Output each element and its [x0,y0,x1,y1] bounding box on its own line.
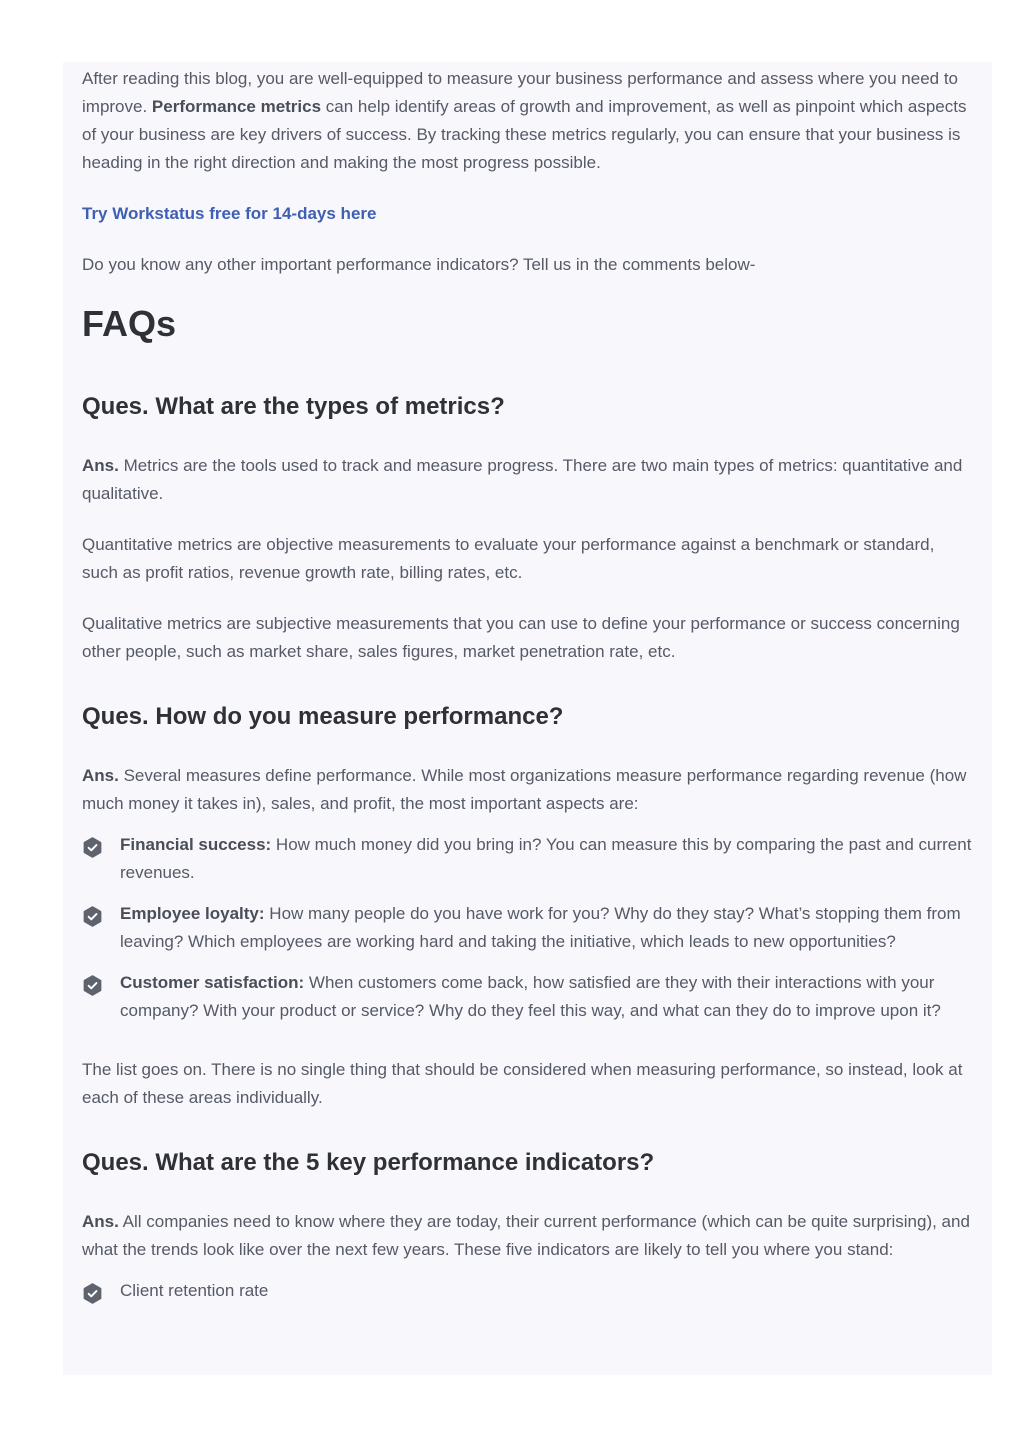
quantitative-metrics-paragraph: Quantitative metrics are objective measurements to evaluate your performance against a benchmark or standard, such as profit ratios, revenue growth rate, billing rates, etc. [82,535,935,582]
answer-key-performance-indicators [82,1208,973,1264]
item-label: Employee loyalty: [120,904,265,923]
question-key-performance-indicators: Ques. What are the 5 key performance indicators? [82,1149,655,1176]
answer-text: Several measures define performance. While most organizations measure performance regarding revenue (how much money it takes in), sales, and profit, the most important aspects are: [82,766,967,813]
check-circle-icon [82,837,103,858]
answer-types-of-metrics [82,452,973,508]
performance-metrics-emphasis: Performance metrics [151,97,322,116]
check-circle-icon [82,1283,103,1304]
intro-text-continued: can help identify areas of growth and improvement, as well as pinpoint which aspects of your business are key drivers of success. By tracking these metrics regularly, you can ensure that your business is heading in the right direction and making the most progress possible. [82,97,967,172]
item-label: Financial success: [120,835,272,854]
cta-paragraph [82,200,973,228]
ans-label: Ans. [82,1212,119,1231]
answer-text: Metrics are the tools used to track and measure progress. There are two main types of metrics: quantitative and qualitative. [82,456,963,503]
article-content [63,62,992,1375]
ans-label: Ans. [82,766,119,785]
try-workstatus-link[interactable]: Try Workstatus free for 14-days here [82,204,377,223]
comments-prompt: Do you know any other important performance indicators? Tell us in the comments below- [82,255,756,274]
answer-measure-performance [82,762,973,818]
qualitative-metrics-paragraph: Qualitative metrics are subjective measurements that you can use to define your performance or success concerning other people, such as market share, sales figures, market penetration rate, etc. [82,614,960,661]
question-measure-performance: Ques. How do you measure performance? [82,703,564,730]
kpi-list [82,1277,973,1305]
list-item [82,969,973,1025]
intro-paragraph [82,65,973,177]
list-item [82,831,973,887]
intro-text: After reading this blog, you are well-equipped to measure your business performance and assess where you need to improve. [82,69,959,116]
faqs-heading: FAQs [82,303,177,344]
question-types-of-metrics: Ques. What are the types of metrics? [82,393,505,420]
item-text: How many people do you have work for you? Why do they stay? What’s stopping them from leaving? Which employees are working hard and taking the initiative, which leads to new opportunities? [120,904,961,951]
performance-aspects-list [82,831,973,1025]
ans-label: Ans. [82,456,119,475]
item-label: Customer satisfaction: [120,973,305,992]
closing-paragraph: The list goes on. There is no single thing that should be considered when measuring performance, so instead, look at each of these areas individually. [82,1060,963,1107]
list-item [82,1277,973,1305]
item-text: Client retention rate [120,1281,269,1300]
check-circle-icon [82,975,103,996]
item-text: When customers come back, how satisfied are they with their interactions with your company? With your product or service? Why do they feel this way, and what can they do to improve upon it? [120,973,941,1020]
answer-text: All companies need to know where they are today, their current performance (which can be quite surprising), and what the trends look like over the next few years. These five indicators are likely to tell you where you stand: [82,1212,970,1259]
item-text: How much money did you bring in? You can measure this by comparing the past and current revenues. [120,835,972,882]
check-circle-icon [82,906,103,927]
list-item [82,900,973,956]
